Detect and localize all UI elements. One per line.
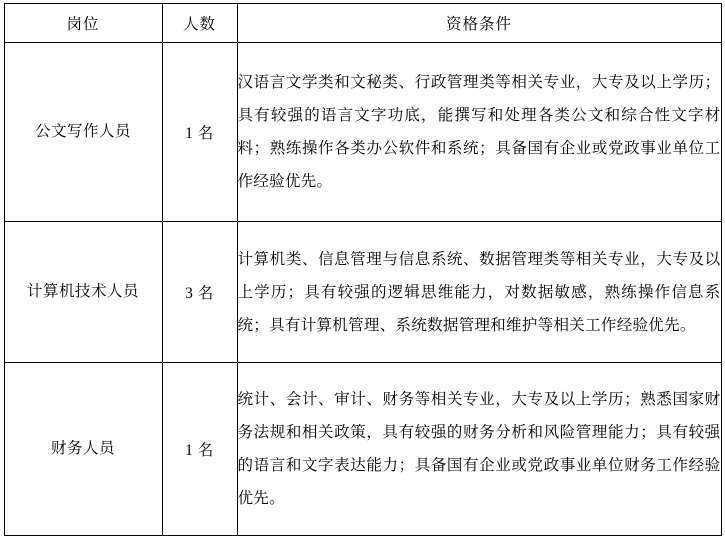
cell-count: 1 名 (162, 43, 237, 222)
cell-requirement: 计算机类、信息管理与信息系统、数据管理类等相关专业，大专及以上学历；具有较强的逻辑思维能力，对数据敏感，熟练操作信息系统；具有计算机管理、系统数据管理和维护等相关工作经验优先。 (237, 222, 721, 363)
cell-post: 财务人员 (4, 363, 162, 536)
table-row (4, 363, 721, 536)
table-row (4, 43, 721, 222)
table-header-row (4, 4, 721, 43)
cell-count: 3 名 (162, 222, 237, 363)
column-header-count: 人数 (162, 4, 237, 43)
table-header (4, 4, 721, 43)
cell-post: 公文写作人员 (4, 43, 162, 222)
cell-post: 计算机技术人员 (4, 222, 162, 363)
cell-requirement: 汉语言文学类和文秘类、行政管理类等相关专业，大专及以上学历；具有较强的语言文字功底，能撰写和处理各类公文和综合性文字材料；熟练操作各类办公软件和系统；具备国有企业或党政事业单位工作经验优先。 (237, 43, 721, 222)
column-header-requirement: 资格条件 (237, 4, 721, 43)
table-body (4, 43, 721, 536)
table-row (4, 222, 721, 363)
cell-count: 1 名 (162, 363, 237, 536)
job-requirements-table (4, 3, 722, 536)
column-header-post: 岗位 (4, 4, 162, 43)
cell-requirement: 统计、会计、审计、财务等相关专业，大专及以上学历；熟悉国家财务法规和相关政策，具有较强的财务分析和风险管理能力；具有较强的语言和文字表达能力；具备国有企业或党政事业单位财务工作经验优先。 (237, 363, 721, 536)
